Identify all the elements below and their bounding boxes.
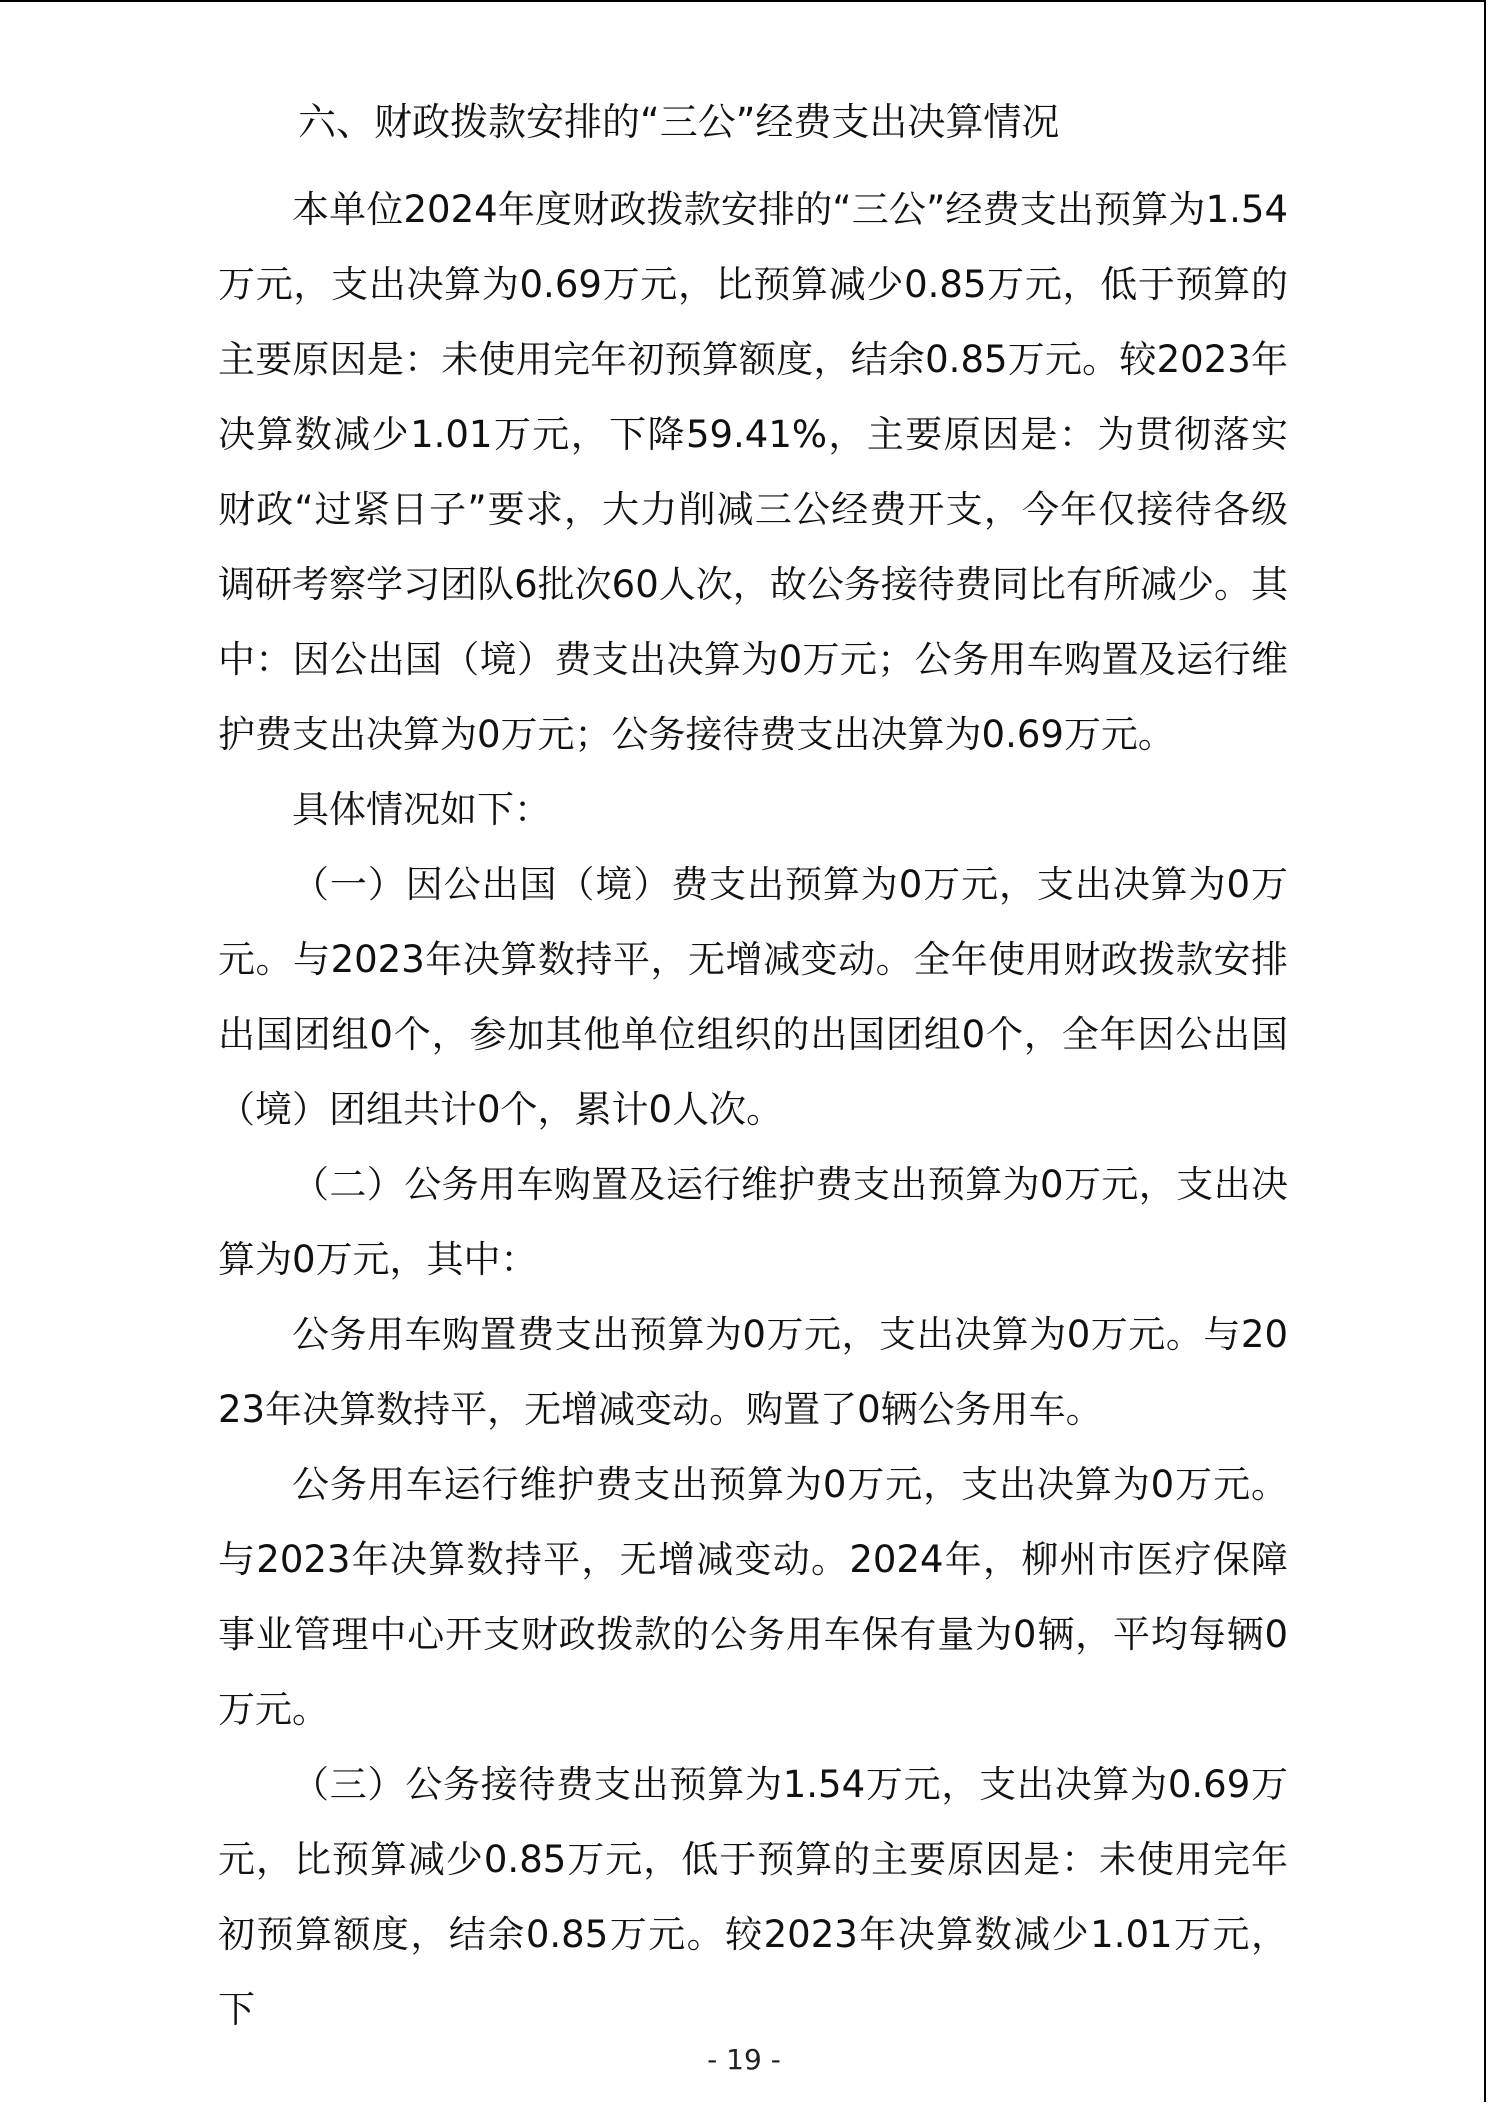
paragraph-intro-details: 具体情况如下： [292,788,551,831]
paragraph-vehicle-overview: （二）公务用车购置及运行维护费支出预算为0万元，支出决算为0万元，其中： [218,1163,1288,1281]
paragraph-overseas-travel: （一）因公出国（境）费支出预算为0万元，支出决算为0万元。与2023年决算数持平，无增减变动。全年使用财政拨款安排出国团组0个，参加其他单位组织的出国团组0个，全年因公出国（境）团组共计0个，累计0人次。 [218,863,1288,1131]
paragraph-vehicle-maintenance: 公务用车运行维护费支出预算为0万元，支出决算为0万元。与2023年决算数持平，无增减变动。2024年，柳州市医疗保障事业管理中心开支财政拨款的公务用车保有量为0辆，平均每辆0万元。 [218,1463,1288,1731]
section-heading: 六、财政拨款安排的“三公”经费支出决算情况 [298,100,1060,144]
paragraph-reception: （三）公务接待费支出预算为1.54万元，支出决算为0.69万元，比预算减少0.85万元，低于预算的主要原因是：未使用完年初预算额度，结余0.85万元。较2023年决算数减少1.01万元，下 [218,1763,1288,2031]
page-number: - 19 - [707,2043,781,2076]
paragraph-vehicle-purchase: 公务用车购置费支出预算为0万元，支出决算为0万元。与2023年决算数持平，无增减变动。购置了0辆公务用车。 [218,1313,1288,1431]
paragraph-summary: 本单位2024年度财政拨款安排的“三公”经费支出预算为1.54万元，支出决算为0.69万元，比预算减少0.85万元，低于预算的主要原因是：未使用完年初预算额度，结余0.85万元。较2023年决算数减少1.01万元，下降59.41%，主要原因是：为贯彻落实财政“过紧日子”要求，大力削减三公经费开支，今年仅接待各级调研考察学习团队6批次60人次，故公务接待费同比有所减少。其中：因公出国（境）费支出决算为0万元；公务用车购置及运行维护费支出决算为0万元；公务接待费支出决算为0.69万元。 [218,188,1288,756]
document-body [218,86,1288,2047]
